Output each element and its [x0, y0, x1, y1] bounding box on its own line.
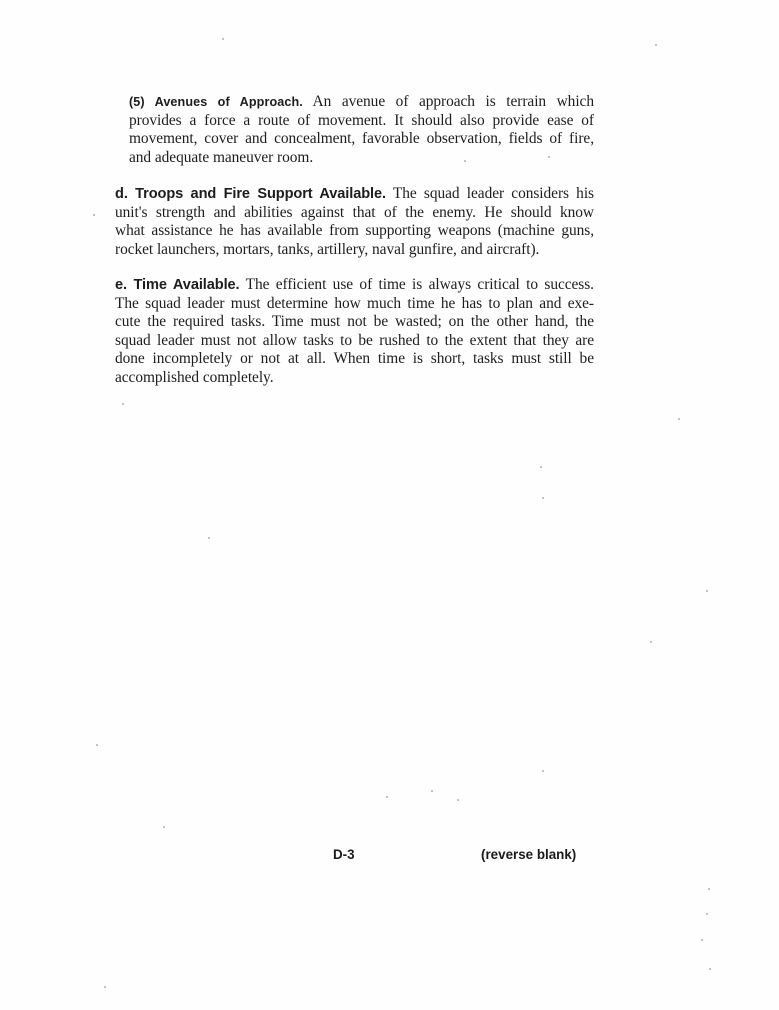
scan-speck	[701, 939, 703, 941]
scan-speck	[678, 418, 680, 420]
scan-speck	[93, 214, 95, 216]
paragraph-heading: e. Time Available.	[115, 277, 240, 293]
scan-speck	[542, 497, 544, 499]
text-line: and adequate maneuver room.	[129, 148, 314, 166]
paragraph-avenues-of-approach	[129, 93, 594, 167]
scan-speck	[542, 770, 544, 772]
text-line: what assistance he has available from supporting weapons (machine guns,	[115, 222, 594, 240]
scan-speck	[464, 160, 466, 162]
scan-speck	[122, 403, 124, 405]
text-line: movement, cover and concealment, favorable observation, fields of fire,	[129, 130, 594, 148]
scan-speck	[706, 590, 708, 592]
scan-speck	[708, 888, 710, 890]
scan-speck	[163, 826, 165, 828]
scan-speck	[655, 44, 657, 46]
paragraph-text: The efficient use of time is always critical to success.	[239, 276, 594, 293]
text-line: provides a force a route of movement. It should also provide ease of	[129, 111, 594, 129]
page-number: D-3	[333, 847, 355, 862]
reverse-blank-note: (reverse blank)	[481, 847, 577, 862]
text-line: The squad leader must determine how much time he has to plan and exe-	[115, 294, 594, 312]
paragraph-heading: (5) Avenues of Approach.	[129, 95, 303, 109]
text-line: rocket launchers, mortars, tanks, artillery, naval gunfire, and aircraft).	[115, 240, 540, 258]
scan-speck	[96, 744, 98, 746]
scan-speck	[457, 799, 459, 801]
text-line	[129, 93, 594, 112]
scan-speck	[540, 466, 542, 468]
scan-speck	[208, 537, 210, 539]
scan-speck	[222, 38, 224, 40]
scan-speck	[548, 156, 550, 158]
scan-speck	[650, 641, 652, 643]
scan-speck	[104, 986, 106, 988]
text-line: cute the required tasks. Time must not be wasted; on the other hand, the	[115, 313, 594, 331]
paragraph-troops-and-fire-support	[115, 185, 594, 259]
paragraph-heading: d. Troops and Fire Support Available.	[115, 186, 386, 202]
scan-speck	[386, 796, 388, 798]
paragraph-time-available	[115, 276, 594, 388]
text-line: accomplished completely.	[115, 368, 274, 386]
paragraph-text: An avenue of approach is terrain which	[302, 93, 594, 110]
scan-speck	[431, 790, 433, 792]
text-line: done incompletely or not at all. When time is short, tasks must still be	[115, 350, 594, 368]
text-line	[115, 185, 594, 204]
text-line: unit's strength and abilities against that of the enemy. He should know	[115, 203, 594, 221]
scan-speck	[709, 968, 711, 970]
paragraph-text: The squad leader considers his	[385, 185, 594, 202]
scan-speck	[706, 913, 708, 915]
text-line: squad leader must not allow tasks to be rushed to the extent that they are	[115, 331, 594, 349]
text-line	[115, 276, 594, 295]
